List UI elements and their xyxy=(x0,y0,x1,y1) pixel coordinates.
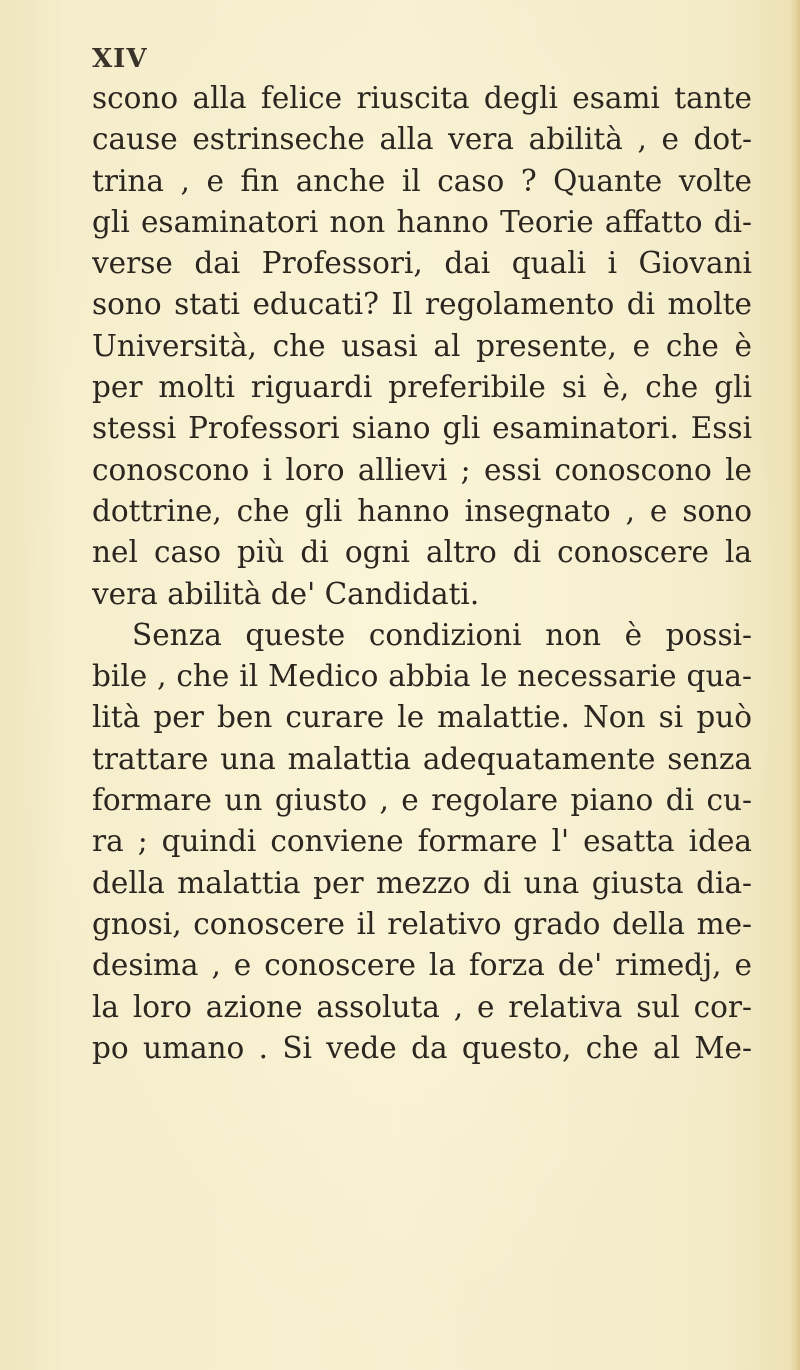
text-line: la loro azione assoluta , e relativa sul cor- xyxy=(92,989,752,1024)
text-line: per molti riguardi preferibile si è, che gli xyxy=(92,370,752,405)
text-line: scono alla felice riuscita degli esami tante xyxy=(92,81,752,115)
text-line: bile , che il Medico abbia le necessarie qua- xyxy=(92,659,752,694)
text-line: stessi Professori siano gli esaminatori. Essi xyxy=(92,411,752,446)
text-line: trina , e fin anche il caso ? Quante volte xyxy=(92,163,752,198)
page-number: XIV xyxy=(92,44,148,74)
text-line: conoscono i loro allievi ; essi conoscono le xyxy=(92,452,752,487)
text-line: dottrine, che gli hanno insegnato , e sono xyxy=(92,493,752,528)
text-line: verse dai Professori, dai quali i Giovani xyxy=(92,246,752,281)
text-line: Università, che usasi al presente, e che è xyxy=(92,328,752,363)
text-line: nel caso più di ogni altro di conoscere la xyxy=(92,535,752,570)
text-line: lità per ben curare le malattie. Non si può xyxy=(92,700,752,735)
text-line: po umano . Si vede da questo, che al Me- xyxy=(92,1030,752,1065)
paragraph-start-line: Senza queste condizioni non è possi- xyxy=(132,617,752,652)
paragraph-end-line: vera abilità de' Candidati. xyxy=(92,576,480,611)
text-line: della malattia per mezzo di una giusta dia- xyxy=(92,865,752,900)
text-line: ra ; quindi conviene formare l' esatta idea xyxy=(92,824,752,859)
text-line: desima , e conoscere la forza de' rimedj, e xyxy=(92,948,752,983)
text-line: formare un giusto , e regolare piano di cu- xyxy=(92,783,752,818)
text-line: gli esaminatori non hanno Teorie affatto di- xyxy=(92,204,752,239)
page-edge xyxy=(790,0,800,1370)
text-line: sono stati educati? Il regolamento di molte xyxy=(92,287,752,322)
text-line: cause estrinseche alla vera abilità , e dot- xyxy=(92,122,752,157)
body-text xyxy=(92,78,752,1069)
text-line: trattare una malattia adequatamente senza xyxy=(92,741,752,776)
text-line: gnosi, conoscere il relativo grado della me- xyxy=(92,906,752,941)
